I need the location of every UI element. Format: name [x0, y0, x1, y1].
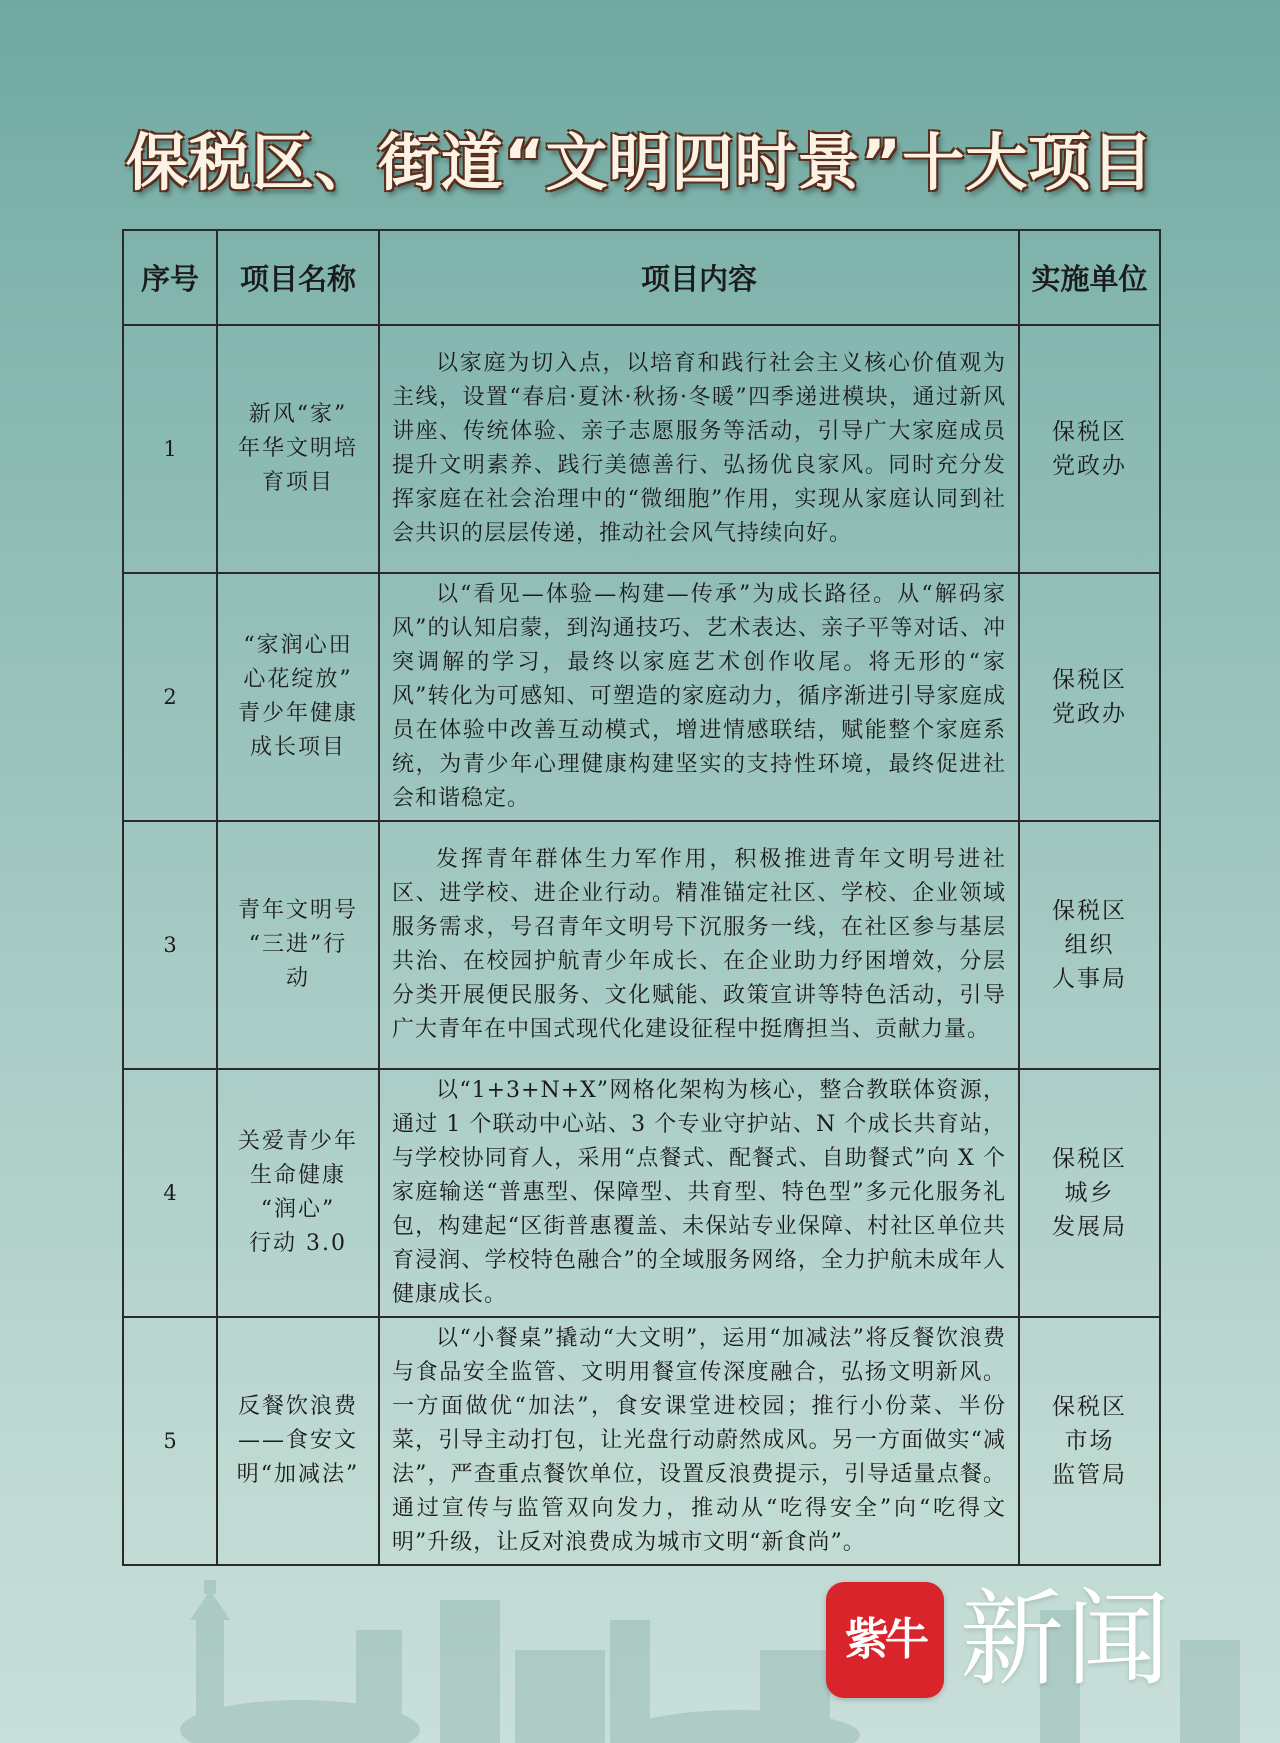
row-seq: 2 — [123, 573, 217, 821]
row-content-text: 以家庭为切入点，以培育和践行社会主义核心价值观为主线，设置“春启·夏沐·秋扬·冬暖”四季递进模块，通过新风讲座、传统体验、亲子志愿服务等活动，引导广大家庭成员提升文明素养、践行美德善行、弘扬优良家风。同时充分发挥家庭在社会治理中的“微细胞”作用，实现从家庭认同到社会共识的层层传递，推动社会风气持续向好。 — [392, 351, 1006, 546]
row-name — [217, 1317, 379, 1565]
table-row — [123, 573, 1160, 821]
row-seq: 1 — [123, 325, 217, 573]
row-name-line: 年华文明培 — [237, 436, 358, 461]
row-name-line: “润心” — [260, 1197, 336, 1222]
header-name: 项目名称 — [217, 230, 379, 325]
row-unit-line: 发展局 — [1052, 1214, 1127, 1240]
row-name-line: 青少年健康 — [237, 701, 358, 726]
row-content — [379, 573, 1019, 821]
header-seq: 序号 — [123, 230, 217, 325]
projects-table-container — [122, 229, 1159, 1558]
row-name-line: ——食安文 — [237, 1428, 358, 1453]
row-unit-line: 市场 — [1064, 1428, 1115, 1454]
row-unit-line: 保税区 — [1052, 667, 1127, 693]
row-unit-line: 保税区 — [1052, 419, 1127, 445]
zinews-logo-icon: 紫牛 — [826, 1582, 944, 1698]
table-row — [123, 821, 1160, 1069]
row-name-line: 反餐饮浪费 — [237, 1394, 358, 1419]
row-name-line: “家润心田 — [243, 633, 353, 658]
row-unit-line: 保税区 — [1052, 1394, 1127, 1420]
row-name-line: 明“加减法” — [236, 1462, 360, 1487]
row-name-line: 关爱青少年 — [237, 1129, 358, 1154]
header-unit: 实施单位 — [1019, 230, 1160, 325]
row-unit-line: 人事局 — [1052, 966, 1127, 992]
row-content — [379, 1069, 1019, 1317]
row-seq: 4 — [123, 1069, 217, 1317]
table-header-row — [123, 230, 1160, 325]
row-name-line: 青年文明号 — [237, 898, 358, 923]
row-content-text: 以“小餐桌”撬动“大文明”，运用“加减法”将反餐饮浪费与食品安全监管、文明用餐宣传深度融合，弘扬文明新风。一方面做优“加法”，食安课堂进校园；推行小份菜、半份菜，引导主动打包，让光盘行动蔚然成风。另一方面做实“减法”，严查重点餐饮单位，设置反浪费提示，引导适量点餐。通过宣传与监管双向发力，推动从“吃得安全”向“吃得文明”升级，让反对浪费成为城市文明“新食尚”。 — [392, 1326, 1006, 1555]
row-unit-line: 党政办 — [1052, 453, 1127, 479]
row-content — [379, 1317, 1019, 1565]
row-name-line: 新风“家” — [248, 402, 348, 427]
row-unit-line: 城乡 — [1064, 1180, 1115, 1206]
row-content — [379, 821, 1019, 1069]
row-content-text: 发挥青年群体生力军作用，积极推进青年文明号进社区、进学校、进企业行动。精准锚定社区、学校、企业领域服务需求，号召青年文明号下沉服务一线，在社区参与基层共治、在校园护航青少年成长、在企业助力纾困增效，分层分类开展便民服务、文化赋能、政策宣讲等特色活动，引导广大青年在中国式现代化建设征程中挺膺担当、贡献力量。 — [392, 847, 1006, 1042]
header-content: 项目内容 — [379, 230, 1019, 325]
row-name — [217, 821, 379, 1069]
projects-table — [122, 229, 1161, 1566]
row-unit — [1019, 821, 1160, 1069]
row-content-text: 以“看见—体验—构建—传承”为成长路径。从“解码家风”的认知启蒙，到沟通技巧、艺术表达、亲子平等对话、冲突调解的学习，最终以家庭艺术创作收尾。将无形的“家风”转化为可感知、可塑造的家庭动力，循序渐进引导家庭成员在体验中改善互动模式，增进情感联结，赋能整个家庭系统，为青少年心理健康构建坚实的支持性环境，最终促进社会和谐稳定。 — [392, 582, 1006, 811]
row-unit-line: 组织 — [1064, 932, 1115, 958]
row-content — [379, 325, 1019, 573]
row-name-line: 成长项目 — [249, 735, 346, 760]
row-unit — [1019, 325, 1160, 573]
news-wordmark: 新闻 — [960, 1578, 1173, 1700]
table-row — [123, 1069, 1160, 1317]
row-name-line: 育项目 — [261, 470, 334, 495]
table-row — [123, 325, 1160, 573]
row-name-line: 动 — [285, 966, 310, 991]
row-name — [217, 1069, 379, 1317]
row-name-line: 心花绽放” — [243, 667, 353, 692]
row-unit-line: 党政办 — [1052, 701, 1127, 727]
page-title: 保税区、街道“文明四时景”十大项目 — [125, 126, 1155, 199]
row-unit-line: 监管局 — [1052, 1462, 1127, 1488]
row-name — [217, 325, 379, 573]
row-content-text: 以“1+3+N+X”网格化架构为核心，整合教联体资源，通过 1 个联动中心站、3 个专业守护站、N 个成长共育站，与学校协同育人，采用“点餐式、配餐式、自助餐式”向 X 个家庭输送“普惠型、保障型、共育型、特色型”多元化服务礼包，构建起“区街普惠覆盖、未保站专业保障、村社区单位共育浸润、学校特色融合”的全域服务网络，全力护航未成年人健康成长。 — [392, 1078, 1006, 1307]
row-name-line: 生命健康 — [249, 1163, 346, 1188]
row-unit-line: 保税区 — [1052, 1146, 1127, 1172]
table-row — [123, 1317, 1160, 1565]
row-unit — [1019, 1317, 1160, 1565]
row-unit — [1019, 573, 1160, 821]
row-name-line: “三进”行 — [248, 932, 348, 957]
row-seq: 5 — [123, 1317, 217, 1565]
row-name-line: 行动 3.0 — [249, 1231, 347, 1256]
row-unit-line: 保税区 — [1052, 898, 1127, 924]
row-unit — [1019, 1069, 1160, 1317]
row-name — [217, 573, 379, 821]
row-seq: 3 — [123, 821, 217, 1069]
